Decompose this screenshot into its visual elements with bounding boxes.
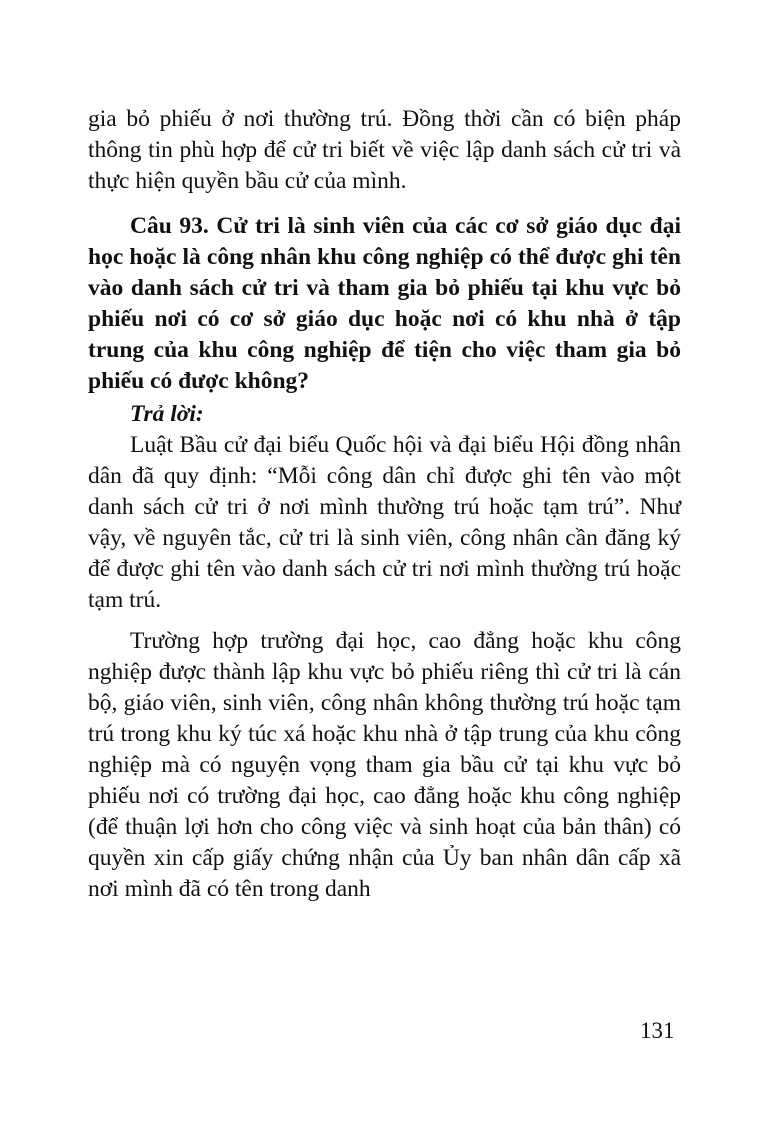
question-heading: Câu 93. Cử tri là sinh viên của các cơ sở giáo dục đại học hoặc là công nhân khu công nghiệp có thể được ghi tên vào danh sách cử tri và tham gia bỏ phiếu tại khu vực bỏ phiếu nơi có cơ sở giáo dục hoặc nơi có khu nhà ở tập trung của khu công nghiệp để tiện cho việc tham gia bỏ phiếu có được không?: [88, 213, 681, 394]
answer-paragraph-2: Trường hợp trường đại học, cao đẳng hoặc khu công nghiệp được thành lập khu vực bỏ phiếu riêng thì cử tri là cán bộ, giáo viên, sinh viên, công nhân không thường trú hoặc tạm trú trong khu ký túc xá hoặc khu nhà ở tập trung của khu công nghiệp mà có nguyện vọng tham gia bầu cử tại khu vực bỏ phiếu nơi có trường đại học, cao đẳng hoặc khu công nghiệp (để thuận lợi hơn cho công việc và sinh hoạt của bản thân) có quyền xin cấp giấy chứng nhận của Ủy ban nhân dân cấp xã nơi mình đã có tên trong danh: [88, 628, 681, 902]
continuation-paragraph: gia bỏ phiếu ở nơi thường trú. Đồng thời cần có biện pháp thông tin phù hợp để cử tri biết về việc lập danh sách cử tri và thực hiện quyền bầu cử của mình.: [88, 106, 681, 194]
page-number: 131: [640, 1018, 675, 1043]
page-body: [88, 104, 681, 905]
answer-label: Trả lời:: [130, 401, 204, 427]
answer-paragraph-1: Luật Bầu cử đại biểu Quốc hội và đại biểu Hội đồng nhân dân đã quy định: “Mỗi công dân chỉ được ghi tên vào một danh sách cử tri ở nơi mình thường trú hoặc tạm trú”. Như vậy, về nguyên tắc, cử tri là sinh viên, công nhân cần đăng ký để được ghi tên vào danh sách cử tri nơi mình thường trú hoặc tạm trú.: [88, 432, 681, 613]
